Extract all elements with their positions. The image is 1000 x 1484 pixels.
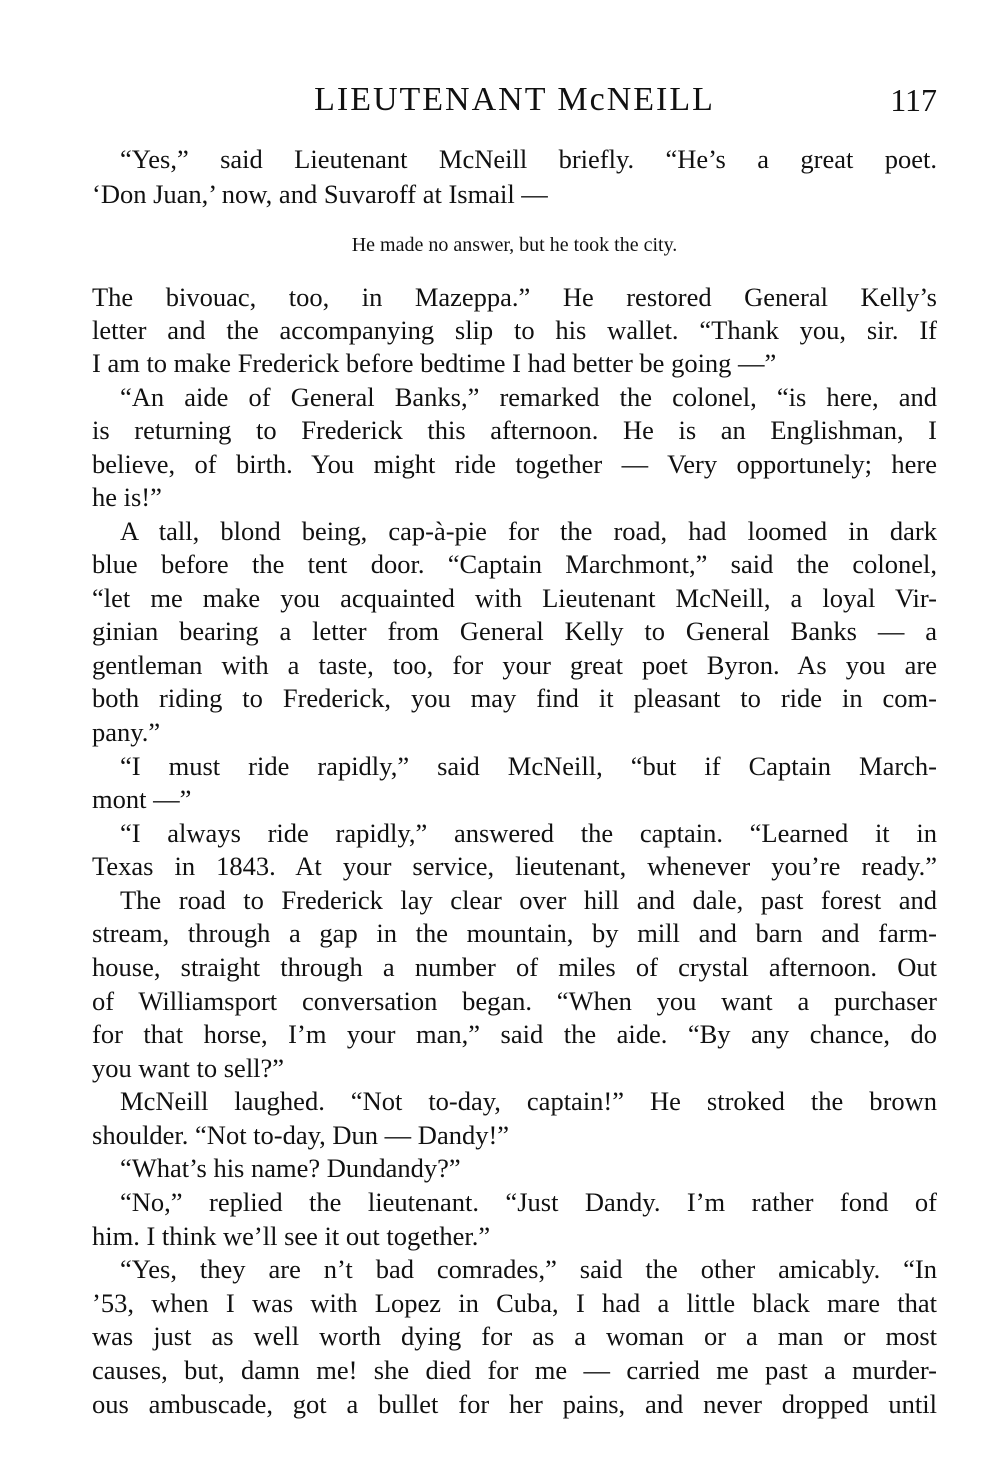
text-line: is returning to Frederick this afternoon. He is an Englishman, I [92, 415, 937, 445]
text-line: I am to make Frederick before bedtime I had better be going —” [92, 348, 777, 378]
text-line: “let me make you acquainted with Lieutenant McNeill, a loyal Vir- [92, 583, 937, 613]
text-line: Texas in 1843. At your service, lieutenant, whenever you’re ready.” [92, 851, 937, 881]
running-header [92, 78, 937, 122]
text-line: pany.” [92, 717, 161, 747]
text-line: “No,” replied the lieutenant. “Just Dandy. I’m rather fond of [120, 1187, 937, 1217]
text-line: him. I think we’ll see it out together.” [92, 1221, 491, 1251]
text-line: mont —” [92, 784, 192, 814]
text-line: you want to sell?” [92, 1053, 285, 1083]
text-line: stream, through a gap in the mountain, by mill and barn and farm- [92, 918, 937, 948]
text-line: “An aide of General Banks,” remarked the colonel, “is here, and [120, 382, 937, 412]
text-line: shoulder. “Not to-day, Dun — Dandy!” [92, 1120, 510, 1150]
text-line: letter and the accompanying slip to his wallet. “Thank you, sir. If [92, 315, 937, 345]
text-line: ginian bearing a letter from General Kelly to General Banks — a [92, 616, 937, 646]
text-line: ous ambuscade, got a bullet for her pains, and never dropped until [92, 1389, 937, 1419]
text-line: The road to Frederick lay clear over hill and dale, past forest and [120, 885, 937, 915]
text-line: house, straight through a number of miles of crystal afternoon. Out [92, 952, 937, 982]
text-line: believe, of birth. You might ride together — Very opportunely; here [92, 449, 937, 479]
text-line: “Yes, they are n’t bad comrades,” said the other amicably. “In [120, 1254, 937, 1284]
text-line: McNeill laughed. “Not to-day, captain!” He stroked the brown [120, 1086, 937, 1116]
text-line: causes, but, damn me! she died for me — carried me past a murder- [92, 1355, 937, 1385]
verse-quote: He made no answer, but he took the city. [351, 234, 678, 256]
text-line: “Yes,” said Lieutenant McNeill briefly. “He’s a great poet. [120, 144, 937, 174]
text-line: “I always ride rapidly,” answered the captain. “Learned it in [120, 818, 937, 848]
text-line: ’53, when I was with Lopez in Cuba, I had a little black mare that [92, 1288, 937, 1318]
text-line: ‘Don Juan,’ now, and Suvaroff at Ismail — [92, 179, 548, 209]
text-line: of Williamsport conversation began. “When you want a purchaser [92, 986, 937, 1016]
text-line: “What’s his name? Dundandy?” [120, 1153, 461, 1183]
text-line: was just as well worth dying for as a woman or a man or most [92, 1321, 937, 1351]
text-line: blue before the tent door. “Captain Marchmont,” said the colonel, [92, 549, 937, 579]
text-line: he is!” [92, 482, 162, 512]
page-number: 117 [890, 82, 937, 118]
chapter-title: LIEUTENANT McNEILL [314, 81, 715, 118]
text-line: both riding to Frederick, you may find it pleasant to ride in com- [92, 683, 937, 713]
text-line: The bivouac, too, in Mazeppa.” He restored General Kelly’s [92, 282, 937, 312]
text-line: gentleman with a taste, too, for your great poet Byron. As you are [92, 650, 937, 680]
text-line: “I must ride rapidly,” said McNeill, “but if Captain March- [120, 751, 937, 781]
text-line: A tall, blond being, cap-à-pie for the road, had loomed in dark [120, 516, 937, 546]
text-line: for that horse, I’m your man,” said the aide. “By any chance, do [92, 1019, 937, 1049]
